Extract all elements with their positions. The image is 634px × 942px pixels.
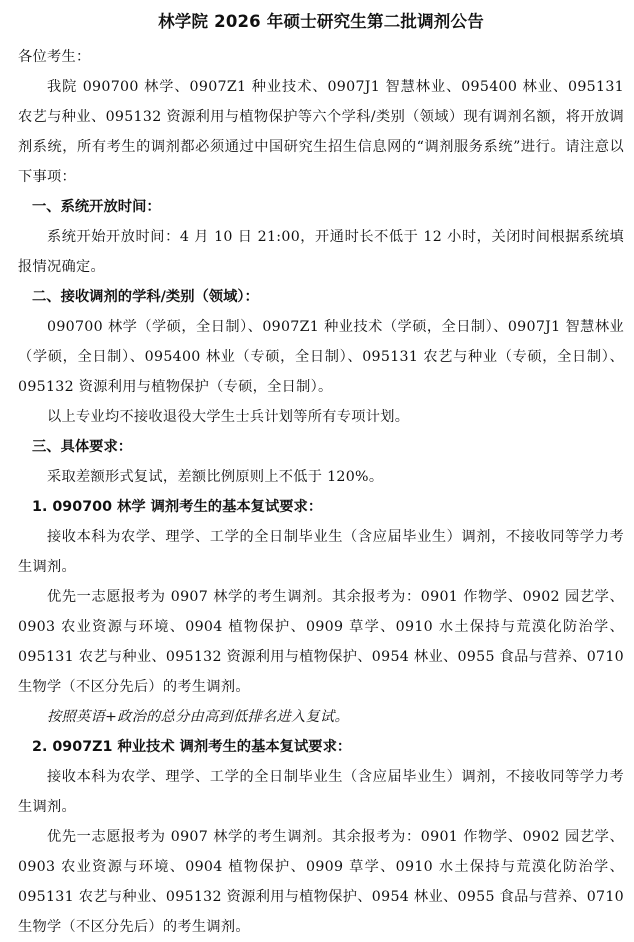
section-disciplines-text: 090700 林学（学硕，全日制）、0907Z1 种业技术（学硕，全日制）、0907J1 智慧林业（学硕，全日制）、095400 林业（专硕，全日制）、095131 农艺与种业（专硕，全日制）、095132 资源利用与植物保护（专硕，全日制）。 xyxy=(18,319,624,395)
subsection-forestry-p1: 接收本科为农学、理学、工学的全日制毕业生（含应届毕业生）调剂，不接收同等学力考生调剂。 xyxy=(18,529,624,575)
subsection-forestry-p3: 按照英语+政治的总分由高到低排名进入复试。 xyxy=(47,709,349,725)
section-heading-disciplines: 二、接收调剂的学科/类别（领域）： xyxy=(32,289,259,305)
subsection-seed-tech-p1: 接收本科为农学、理学、工学的全日制毕业生（含应届毕业生）调剂，不接收同等学力考生调剂。 xyxy=(18,769,624,815)
section-requirements-text: 采取差额形式复试，差额比例原则上不低于 120%。 xyxy=(47,469,384,485)
section-heading-open-time: 一、系统开放时间： xyxy=(32,199,161,215)
subsection-heading-forestry: 1. 090700 林学 调剂考生的基本复试要求： xyxy=(32,499,323,515)
intro-paragraph: 我院 090700 林学、0907Z1 种业技术、0907J1 智慧林业、095400 林业、095131 农艺与种业、095132 资源利用与植物保护等六个学科/类别（领域）现有调剂名额，将开放调剂系统，所有考生的调剂都必须通过中国研究生招生信息网的“调剂服务系统”进行。请注意以下事项： xyxy=(18,79,624,185)
document-title: 林学院 2026 年硕士研究生第二批调剂公告 xyxy=(158,12,484,31)
subsection-heading-seed-tech: 2. 0907Z1 种业技术 调剂考生的基本复试要求： xyxy=(32,739,352,755)
section-open-time-text: 系统开始开放时间：4 月 10 日 21:00，开通时长不低于 12 小时，关闭时间根据系统填报情况确定。 xyxy=(18,229,624,275)
subsection-seed-tech-p2: 优先一志愿报考为 0907 林学的考生调剂。其余报考为：0901 作物学、0902 园艺学、0903 农业资源与环境、0904 植物保护、0909 草学、0910 水土保持与荒漠化防治学、095131 农艺与种业、095132 资源利用与植物保护、0954 林业、0955 食品与营养、0710 生物学（不区分先后）的考生调剂。 xyxy=(18,829,624,935)
announcement-document xyxy=(18,12,624,942)
section-disciplines-note: 以上专业均不接收退役大学生士兵计划等所有专项计划。 xyxy=(47,409,410,425)
section-heading-requirements: 三、具体要求： xyxy=(32,439,133,455)
greeting: 各位考生： xyxy=(18,49,91,65)
subsection-forestry-p2: 优先一志愿报考为 0907 林学的考生调剂。其余报考为：0901 作物学、0902 园艺学、0903 农业资源与环境、0904 植物保护、0909 草学、0910 水土保持与荒漠化防治学、095131 农艺与种业、095132 资源利用与植物保护、0954 林业、0955 食品与营养、0710 生物学（不区分先后）的考生调剂。 xyxy=(18,589,624,695)
